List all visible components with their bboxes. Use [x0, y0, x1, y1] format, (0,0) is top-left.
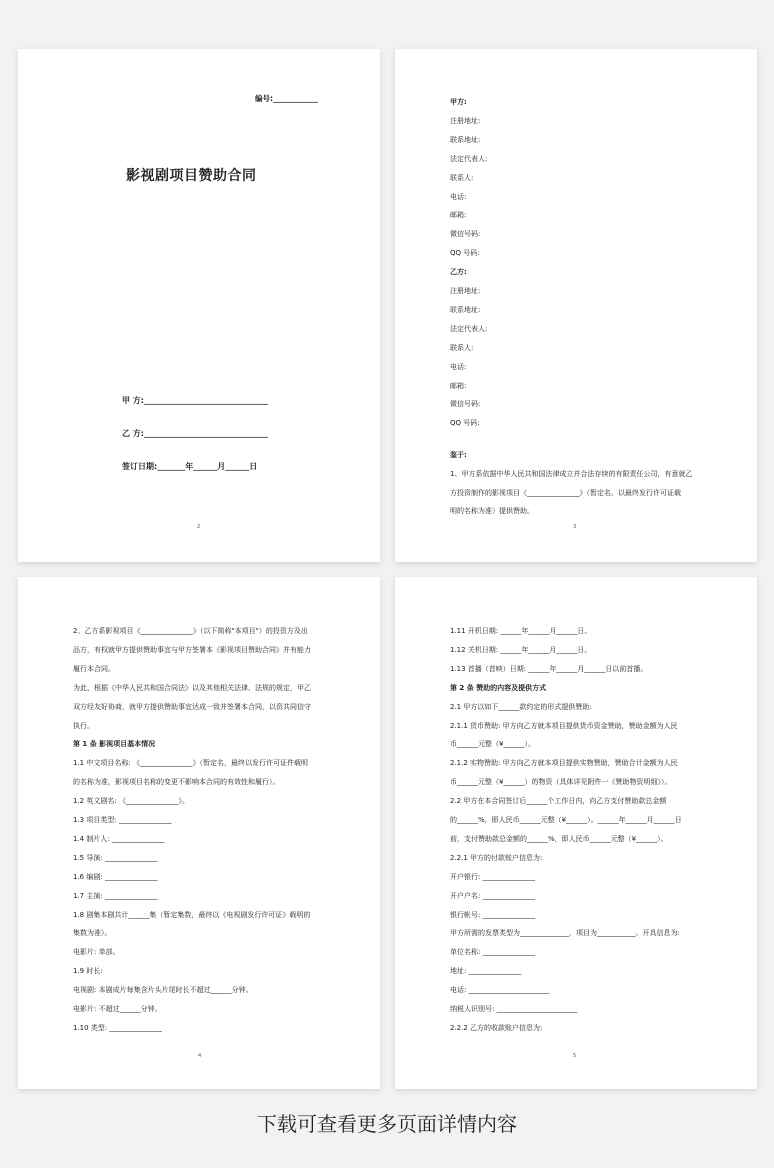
- text-line: 微信号码:: [450, 400, 481, 409]
- party-a-line: 甲 方:_______________________________: [122, 396, 268, 405]
- text-line: 开户银行: _______________: [450, 872, 536, 881]
- text-line: 方投资制作的影视项目《_______________》（暂定名，以最终发行许可证载: [450, 488, 681, 497]
- text-line: QQ 号码:: [450, 249, 480, 258]
- text-line: 为此，根据《中华人民共和国合同法》以及其他相关法律、法规的规定，甲乙: [73, 683, 311, 692]
- text-line: 银行帐号: _______________: [450, 910, 536, 919]
- text-line: 2、乙方系影视项目《_______________》（以下简称"本项目"）的投资方及出: [73, 627, 308, 635]
- text-line: 2.1.2 实物赞助: 甲方向乙方就本项目提供实物赞助，赞助合计金额为人民: [450, 759, 678, 768]
- text-line: 集数为准）。: [73, 929, 112, 938]
- text-line: 2.2 甲方在本合同签订后______个工作日内，向乙方支付赞助款总金额: [450, 797, 667, 806]
- text-line: 双方经友好协商，就甲方提供赞助事宜达成一致并签署本合同，以资共同信守: [73, 702, 311, 711]
- text-line: 的______%，即人民币______元整（¥______）。______年______月______日: [450, 816, 682, 824]
- text-line: 1.7 主演: _______________: [73, 891, 158, 900]
- text-line: 1.9 时长:: [73, 967, 103, 976]
- text-line: 联系人:: [450, 173, 474, 182]
- text-line: 联系地址:: [450, 135, 481, 144]
- page-number: 4: [198, 1053, 202, 1059]
- text-line: 电影片: 不超过______分钟。: [73, 1005, 162, 1013]
- text-line: 2.1 甲方以如下______款约定的形式提供赞助:: [450, 702, 592, 711]
- text-line: 开户户名: _______________: [450, 891, 536, 900]
- text-line: 电话: _______________________: [450, 986, 550, 995]
- text-line: 甲方所需的发票类型为______________，项目为___________。开具信息为:: [450, 929, 680, 938]
- text-line: 1.13 首播（首映）日期: ______年______月______日以前首播。: [450, 664, 648, 673]
- text-line: 邮箱:: [450, 211, 467, 220]
- text-line: 币______元整（¥______）的物资（具体详见附件一《赞助物资明细》）。: [450, 778, 672, 787]
- text-line: 法定代表人:: [450, 324, 488, 333]
- text-line: 2.2.2 乙方的收款账户信息为:: [450, 1023, 543, 1032]
- document-page-3: [395, 49, 757, 562]
- text-line: 联系人:: [450, 343, 474, 352]
- text-line: 法定代表人:: [450, 154, 488, 163]
- text-line: 1.6 编剧: _______________: [73, 872, 158, 881]
- text-line: 1.4 制片人: _______________: [73, 834, 165, 843]
- sign-date-line: 签订日期:_______年______月______日: [122, 462, 258, 471]
- text-line: 纳税人识别号: _______________________: [450, 1005, 578, 1013]
- text-line: 电话:: [450, 192, 467, 201]
- text-line: 1.2 英文剧名: 《_______________》。: [73, 797, 189, 806]
- text-line: 邮箱:: [450, 381, 467, 390]
- text-line: 电话:: [450, 362, 467, 371]
- contract-number-label: 编号:____________: [255, 94, 318, 103]
- text-line: 明的名称为准）提供赞助。: [450, 507, 534, 515]
- page-number: 2: [197, 524, 201, 530]
- text-line: 联系地址:: [450, 305, 481, 314]
- text-line: 执行。: [73, 721, 94, 730]
- text-line: 履行本合同。: [73, 664, 115, 673]
- text-line: 微信号码:: [450, 230, 481, 239]
- text-line: 地址: _______________: [450, 967, 522, 976]
- text-line: 2.1.1 货币赞助: 甲方向乙方就本项目提供货币资金赞助，赞助金额为人民: [450, 721, 678, 730]
- text-line: 注册地址:: [450, 116, 481, 125]
- text-line: 2.2.1 甲方的付款账户信息为:: [450, 853, 543, 862]
- document-page-2: [18, 49, 380, 562]
- text-line: 1.5 导演: _______________: [73, 853, 158, 862]
- text-line: QQ 号码:: [450, 419, 480, 428]
- text-line: 电影片: 单部。: [73, 948, 120, 957]
- text-line: 币______元整（¥______）。: [450, 740, 535, 749]
- text-line: 1.1 中文项目名称: 《_______________》（暂定名，最终以发行许可证件载明: [73, 759, 308, 768]
- text-line: 1.8 剧集本剧共计______集（暂定集数，最终以《电视剧发行许可证》载明的: [73, 910, 311, 919]
- contract-title: 影视剧项目赞助合同: [126, 168, 257, 184]
- section-heading: 第 2 条 赞助的内容及提供方式: [450, 683, 547, 692]
- text-line: 1.11 开机日期: ______年______月______日。: [450, 627, 592, 635]
- party-b-line: 乙 方:_______________________________: [122, 429, 268, 438]
- text-line: 的名称为准，影视项目名称的变更不影响本合同的有效性和履行）。: [73, 778, 280, 787]
- download-caption: 下载可查看更多页面详情内容: [257, 1112, 517, 1136]
- text-line: 1.3 项目类型: _______________: [73, 816, 172, 824]
- text-line: 1、甲方系依据中华人民共和国法律成立并合法存续的有限责任公司，有意就乙: [450, 470, 693, 478]
- text-line: 品方，有权就甲方提供赞助事宜与甲方签署本《影视项目赞助合同》并有能力: [73, 645, 311, 654]
- section-heading: 乙方:: [450, 268, 467, 277]
- document-page-5: [395, 577, 757, 1089]
- document-page-4: [18, 577, 380, 1089]
- section-heading: 第 1 条 影视项目基本情况: [73, 740, 156, 749]
- text-line: 单位名称: _______________: [450, 948, 536, 957]
- page-number: 5: [573, 1053, 577, 1059]
- text-line: 前，支付赞助款总金额的______%，即人民币______元整（¥______）。: [450, 834, 668, 843]
- whereas-heading: 鉴于:: [450, 451, 467, 459]
- text-line: 注册地址:: [450, 287, 481, 295]
- text-line: 1.10 类型: _______________: [73, 1023, 162, 1032]
- text-line: 1.12 关机日期: ______年______月______日。: [450, 645, 592, 654]
- section-heading: 甲方:: [450, 98, 467, 106]
- page-number: 3: [573, 524, 577, 530]
- text-line: 电视剧: 本剧成片每集含片头片尾时长不超过______分钟。: [73, 986, 253, 995]
